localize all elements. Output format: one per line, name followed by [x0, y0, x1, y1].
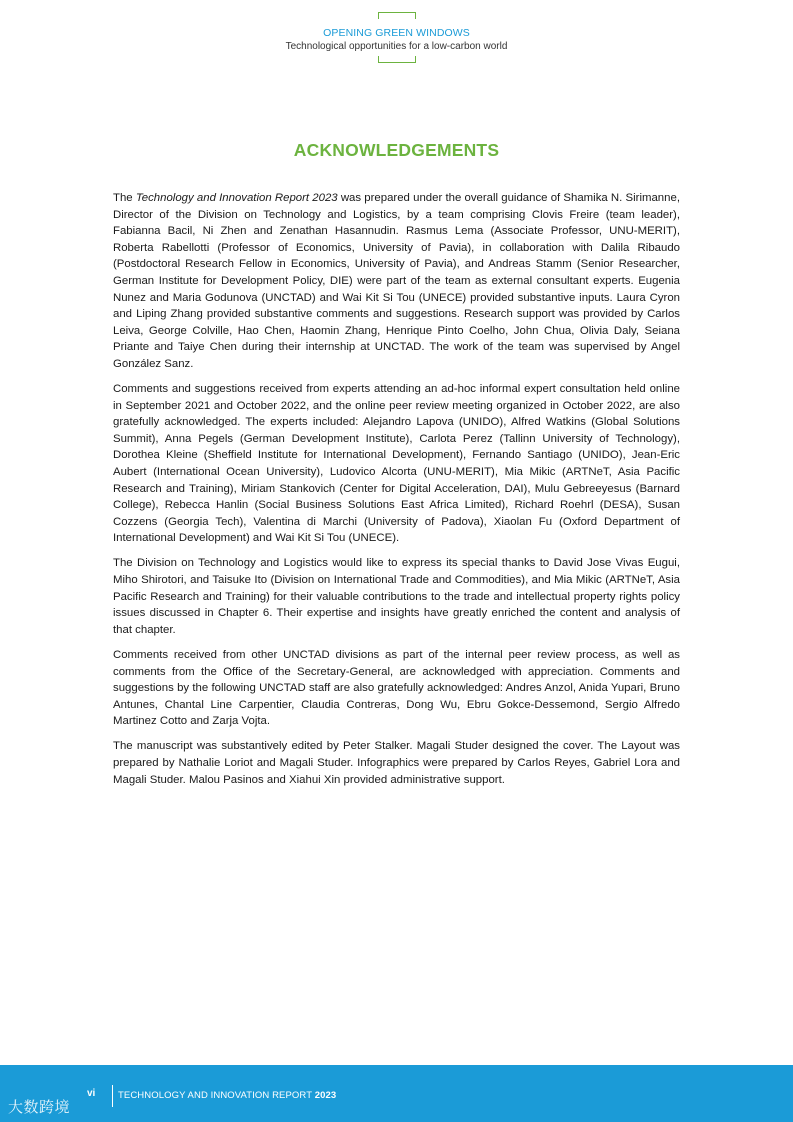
running-header	[0, 12, 793, 63]
p1-body: was prepared under the overall guidance of Shamika N. Sirimanne, Director of the Division on Technology and Logistics, by a team comprising Clovis Freire (team leader), Fabianna Bacil, Ni Zhen and Zenathan Hasannudin. Rasmus Lema (Associate Professor, UNU-MERIT), Roberta Rabellotti (Professor of Economics, University of Pavia), in collaboration with Dalila Ribaudo (Postdoctoral Research Fellow in Economics, University of Pavia), and Andreas Stamm (Senior Researcher, German Institute for Development Policy, DIE) were part of the team as external consultant experts. Eugenia Nunez and Maria Godunova (UNCTAD) and Wai Kit Si Tou (UNECE) provided substantive inputs. Laura Cyron and Liping Zhang provided substantive comments and suggestions. Research support was provided by Carlos Leiva, George Colville, Hao Chen, Haomin Zhang, Henrique Pinto Coelho, John Chua, Olivia Daly, Seiana Priante and Taiye Chen during their internship at UNCTAD. The work of the team was supervised by Angel González Sanz.	[113, 192, 680, 370]
report-title-italic: Technology and Innovation Report 2023	[135, 192, 338, 204]
page-title: ACKNOWLEDGEMENTS	[293, 140, 500, 160]
page-number: vi	[87, 1088, 96, 1099]
body-text	[113, 190, 680, 797]
paragraph-5: The manuscript was substantively edited by Peter Stalker. Magali Studer designed the cover. The Layout was prepared by Nathalie Loriot and Magali Studer. Infographics were prepared by Carlos Reyes, Gabriel Lora and Magali Studer. Malou Pasinos and Xiahui Xin provided administrative support.	[113, 740, 680, 786]
header-title: OPENING GREEN WINDOWS	[323, 27, 470, 39]
footer-divider	[112, 1085, 113, 1107]
header-bracket-bottom	[378, 56, 416, 63]
footer-report-title	[118, 1090, 336, 1101]
header-subtitle: Technological opportunities for a low-carbon world	[285, 41, 508, 52]
paragraph-1	[113, 190, 680, 373]
watermark: 大数跨境	[8, 1099, 71, 1116]
paragraph-3: The Division on Technology and Logistics would like to express its special thanks to David Jose Vivas Eugui, Miho Shirotori, and Taisuke Ito (Division on International Trade and Commodities), and Mia Mikic (ARTNeT, Asia Pacific Research and Training) for their valuable contributions to the trade and intellectual property rights policy issues discussed in Chapter 6. Their expertise and insights have greatly enriched the content and analysis of that chapter.	[113, 557, 680, 636]
paragraph-2: Comments and suggestions received from experts attending an ad-hoc informal expert consultation held online in September 2021 and October 2022, and the online peer review meeting organized in October 2022, are also gratefully acknowledged. The experts included: Alejandro Lapova (UNIDO), Alfred Watkins (Global Solutions Summit), Anna Pegels (German Development Institute), Carlota Perez (Tallinn University of Technology), Dorothea Kleine (Sheffield Institute for International Development), Fernando Santiago (UNIDO), Jean-Eric Aubert (International Ocean University), Ludovico Alcorta (UNU-MERIT), Mia Mikic (ARTNeT, Asia Pacific Research and Training), Miriam Stankovich (Center for Digital Acceleration, DAI), Mulu Gebreeyesus (Barnard College), Rebecca Hanlin (Social Business Solutions East Africa Limited), Richard Roehrl (DESA), Susan Cozzens (Georgia Tech), Valentina di Marchi (University of Padova), Xiaolan Fu (Oxford Department of International Development) and Wai Kit Si Tou (UNECE).	[113, 383, 680, 545]
header-bracket-top	[378, 12, 416, 19]
footer-title-text: TECHNOLOGY AND INNOVATION REPORT	[118, 1090, 315, 1101]
paragraph-4: Comments received from other UNCTAD divisions as part of the internal peer review process, as well as comments from the Office of the Secretary-General, are acknowledged with appreciation. Comments and suggestions by the following UNCTAD staff are also gratefully acknowledged: Andres Anzol, Anida Yupari, Bruno Antunes, Chantal Line Carpentier, Claudia Contreras, Dong Wu, Ebru Gokce-Dessemond, Sergio Alfredo Martinez Cotto and Zarja Vojta.	[113, 648, 680, 728]
p1-lead: The	[113, 192, 136, 204]
footer-year: 2023	[314, 1090, 337, 1101]
